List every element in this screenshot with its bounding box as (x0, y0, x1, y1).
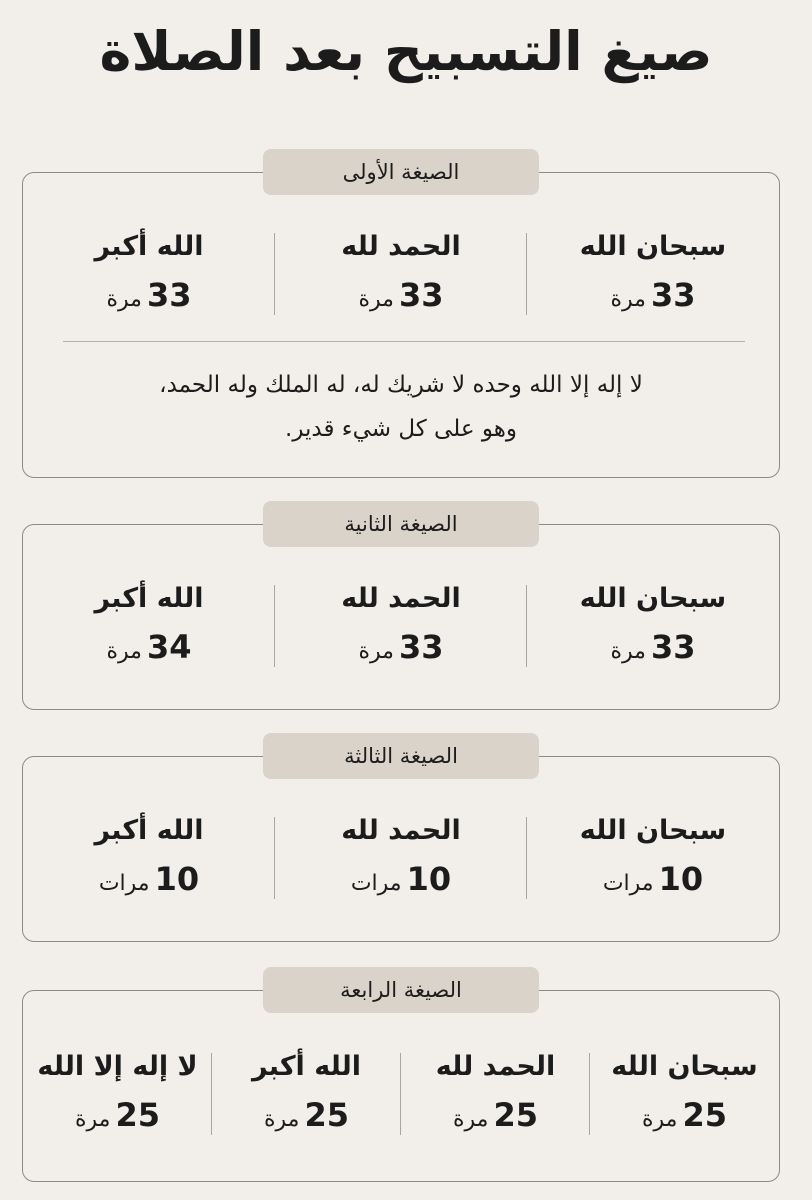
count-unit: مرة (106, 287, 142, 312)
dhikr-item (23, 813, 275, 903)
dhikr-item (527, 229, 779, 319)
count-number: 10 (406, 860, 452, 898)
dhikr-count (527, 861, 779, 903)
dhikr-name: الحمد لله (341, 815, 461, 846)
dhikr-item (527, 581, 779, 671)
count-number: 10 (658, 860, 704, 898)
tahlil-line-1: لا إله إلا الله وحده لا شريك له، له الملك وله الحمد، (159, 372, 643, 398)
dhikr-count (275, 277, 527, 319)
dhikr-name: سبحان الله (579, 231, 727, 262)
dhikr-name: الحمد لله (341, 583, 461, 614)
count-number: 33 (399, 628, 444, 666)
dhikr-count (401, 1097, 590, 1139)
dhikr-name: الله أكبر (94, 815, 204, 846)
tahlil-text (63, 363, 739, 451)
dhikr-count (23, 629, 275, 671)
formula-card-2 (22, 512, 780, 710)
formula-header: الصيغة الأولى (263, 149, 539, 195)
formula-header: الصيغة الثانية (263, 501, 539, 547)
dhikr-row (23, 1049, 779, 1139)
count-unit: مرة (452, 1107, 489, 1132)
dhikr-name: لا إله إلا الله (37, 1051, 198, 1082)
formula-card-4 (22, 978, 780, 1182)
dhikr-item (590, 1049, 779, 1139)
count-unit: مرة (610, 287, 646, 312)
count-unit: مرات (98, 871, 150, 896)
dhikr-row (23, 581, 779, 671)
dhikr-item (23, 229, 275, 319)
dhikr-name: الحمد لله (435, 1051, 556, 1082)
dhikr-name: سبحان الله (611, 1051, 758, 1082)
dhikr-name: الله أكبر (252, 1051, 361, 1082)
count-unit: مرة (106, 639, 142, 664)
dhikr-count (23, 861, 275, 903)
dhikr-count (527, 277, 779, 319)
formula-header: الصيغة الثالثة (263, 733, 539, 779)
dhikr-item (275, 229, 527, 319)
dhikr-item (23, 1049, 212, 1139)
count-number: 25 (304, 1096, 350, 1134)
count-unit: مرة (74, 1107, 111, 1132)
dhikr-row (23, 813, 779, 903)
count-unit: مرات (602, 871, 654, 896)
count-number: 25 (493, 1096, 539, 1134)
count-unit: مرة (263, 1107, 300, 1132)
page-title: صيغ التسبيح بعد الصلاة (99, 20, 713, 83)
formula-card-1 (22, 160, 780, 478)
tahlil-line-2: وهو على كل شيء قدير. (285, 416, 517, 442)
count-unit: مرة (358, 639, 394, 664)
count-unit: مرات (350, 871, 402, 896)
dhikr-item (275, 813, 527, 903)
count-number: 34 (147, 628, 192, 666)
divider (63, 341, 745, 342)
dhikr-name: الله أكبر (94, 583, 204, 614)
dhikr-count (590, 1097, 779, 1139)
dhikr-item (527, 813, 779, 903)
count-unit: مرة (641, 1107, 678, 1132)
dhikr-name: سبحان الله (579, 583, 727, 614)
dhikr-count (275, 629, 527, 671)
count-number: 33 (147, 276, 192, 314)
dhikr-item (401, 1049, 590, 1139)
dhikr-count (23, 1097, 212, 1139)
dhikr-count (212, 1097, 401, 1139)
dhikr-item (23, 581, 275, 671)
dhikr-item (212, 1049, 401, 1139)
count-number: 10 (154, 860, 200, 898)
dhikr-row (23, 229, 779, 319)
formula-card-3 (22, 744, 780, 942)
formula-header: الصيغة الرابعة (263, 967, 539, 1013)
count-number: 33 (399, 276, 444, 314)
count-number: 25 (115, 1096, 161, 1134)
count-unit: مرة (358, 287, 394, 312)
dhikr-count (527, 629, 779, 671)
count-number: 33 (651, 276, 696, 314)
count-number: 25 (682, 1096, 728, 1134)
dhikr-count (23, 277, 275, 319)
dhikr-name: سبحان الله (579, 815, 727, 846)
count-number: 33 (651, 628, 696, 666)
dhikr-name: الحمد لله (341, 231, 461, 262)
count-unit: مرة (610, 639, 646, 664)
dhikr-item (275, 581, 527, 671)
dhikr-count (275, 861, 527, 903)
dhikr-name: الله أكبر (94, 231, 204, 262)
